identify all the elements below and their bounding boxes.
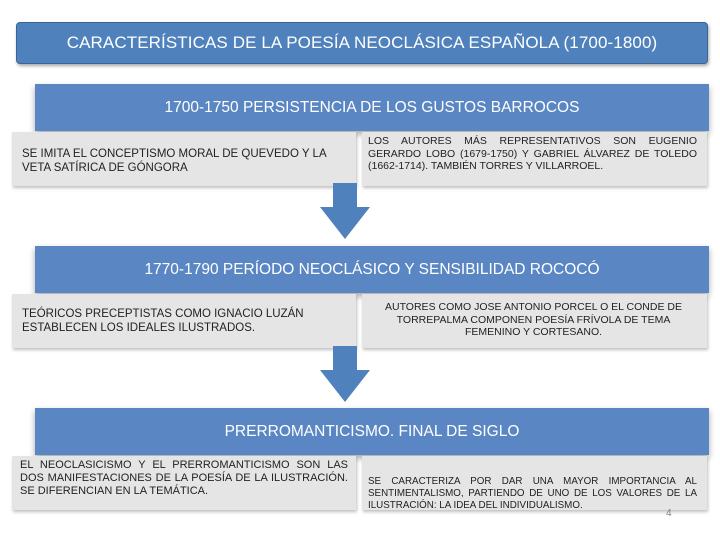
phase-3-right-text: SE CARACTERIZA POR DAR UNA MAYOR IMPORTANCIA AL SENTIMENTALISMO, PARTIENDO DE UNO DE LOS VALORES DE LA ILUSTRACIÓN: LA IDEA DEL INDIVIDUALISMO.	[368, 476, 697, 511]
phase-1-heading: 1700-1750 PERSISTENCIA DE LOS GUSTOS BARROCOS	[35, 84, 709, 131]
down-arrow-icon	[320, 346, 370, 402]
phase-3-heading: PRERROMANTICISMO. FINAL DE SIGLO	[35, 408, 709, 455]
phase-3-left-panel	[12, 456, 356, 510]
phase-1-left-panel	[12, 132, 356, 186]
phase-1-right-panel	[362, 132, 707, 186]
phase-2-right-text: AUTORES COMO JOSE ANTONIO PORCEL O EL CONDE DE TORREPALMA COMPONEN POESÍA FRÍVOLA DE TEMA FEMENINO Y CORTESANO.	[385, 301, 682, 339]
phase-3-left-text: EL NEOCLASICISMO Y EL PRERROMANTICISMO SON LAS DOS MANIFESTACIONES DE LA POESÍA DE LA ILUSTRACIÓN. SE DIFERENCIAN EN LA TEMÁTICA.	[20, 459, 348, 498]
phase-2-left-text: TEÓRICOS PRECEPTISTAS COMO IGNACIO LUZÁN ESTABLECEN LOS IDEALES ILUSTRADOS.	[22, 308, 304, 334]
phase-2-heading: 1770-1790 PERÍODO NEOCLÁSICO Y SENSIBILIDAD ROCOCÓ	[35, 246, 709, 293]
phase-1-left-text: SE IMITA EL CONCEPTISMO MORAL DE QUEVEDO Y LA VETA SATÍRICA DE GÓNGORA	[22, 148, 326, 174]
phase-2-left-panel	[12, 294, 356, 348]
phase-1-right-text: LOS AUTORES MÁS REPRESENTATIVOS SON EUGENIO GERARDO LOBO (1679-1750) Y GABRIEL ÁLVAREZ DE TOLEDO (1662-1714). TAMBIÉN TORRES Y VILLARROEL.	[368, 135, 697, 173]
phase-3-right-panel	[362, 456, 707, 510]
phase-2-right-panel	[362, 294, 707, 348]
down-arrow-icon	[320, 183, 370, 239]
page-number: 4	[666, 508, 672, 519]
slide-title: CARACTERÍSTICAS DE LA POESÍA NEOCLÁSICA ESPAÑOLA (1700-1800)	[16, 22, 708, 64]
